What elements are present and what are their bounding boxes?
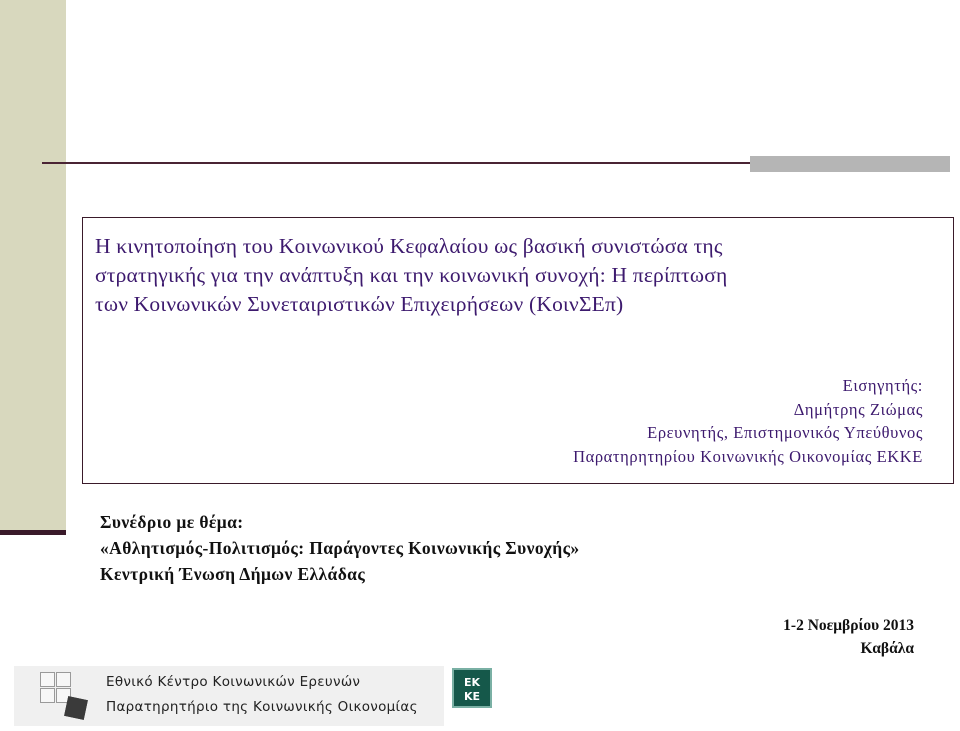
- title-box: [82, 217, 954, 484]
- top-rule-accent: [750, 156, 950, 172]
- ekke-logo-text-top: ΕΚ: [463, 676, 481, 689]
- ekke-logo-mark: [454, 670, 490, 706]
- ekke-squares-logo-icon: [40, 672, 90, 720]
- conference-label: Συνέδριο με θέμα:: [100, 512, 244, 532]
- conference-organizer: Κεντρική Ένωση Δήμων Ελλάδας: [100, 564, 366, 584]
- presenter-name: Δημήτρης Ζιώμας: [793, 399, 923, 419]
- conference-theme: «Αθλητισμός-Πολιτισμός: Παράγοντες Κοινωνικής Συνοχής»: [100, 538, 580, 558]
- ekke-logo-icon: [452, 668, 492, 708]
- presenter-label: Εισηγητής:: [842, 376, 923, 395]
- footer-org-line2: Παρατηρητήριο της Κοινωνικής Οικονομίας: [106, 699, 418, 715]
- footer-banner: [14, 666, 444, 726]
- side-band-underline: [0, 530, 66, 535]
- event-info: [783, 614, 914, 660]
- event-place: Καβάλα: [860, 640, 914, 657]
- title-line-3: των Κοινωνικών Συνεταιριστικών Επιχειρήσεων (ΚοινΣΕπ): [95, 292, 624, 316]
- slide-title: [95, 232, 945, 319]
- presenter-affiliation: Παρατηρητηρίου Κοινωνικής Οικονομίας ΕΚΚΕ: [573, 446, 923, 466]
- presenter-block: [573, 374, 923, 468]
- ekke-logo-text-bottom: ΚΕ: [463, 690, 481, 703]
- conference-block: [100, 509, 580, 587]
- side-band: [0, 0, 66, 532]
- footer-org-text: [106, 670, 418, 720]
- event-date: 1-2 Νοεμβρίου 2013: [783, 617, 914, 634]
- footer-org-line1: Εθνικό Κέντρο Κοινωνικών Ερευνών: [106, 674, 361, 690]
- title-line-2: στρατηγικής για την ανάπτυξη και την κοινωνική συνοχή: Η περίπτωση: [95, 263, 728, 287]
- presenter-role: Ερευνητής, Επιστημονικός Υπεύθυνος: [647, 423, 923, 442]
- title-line-1: Η κινητοποίηση του Κοινωνικού Κεφαλαίου ως βασική συνιστώσα της: [95, 234, 723, 258]
